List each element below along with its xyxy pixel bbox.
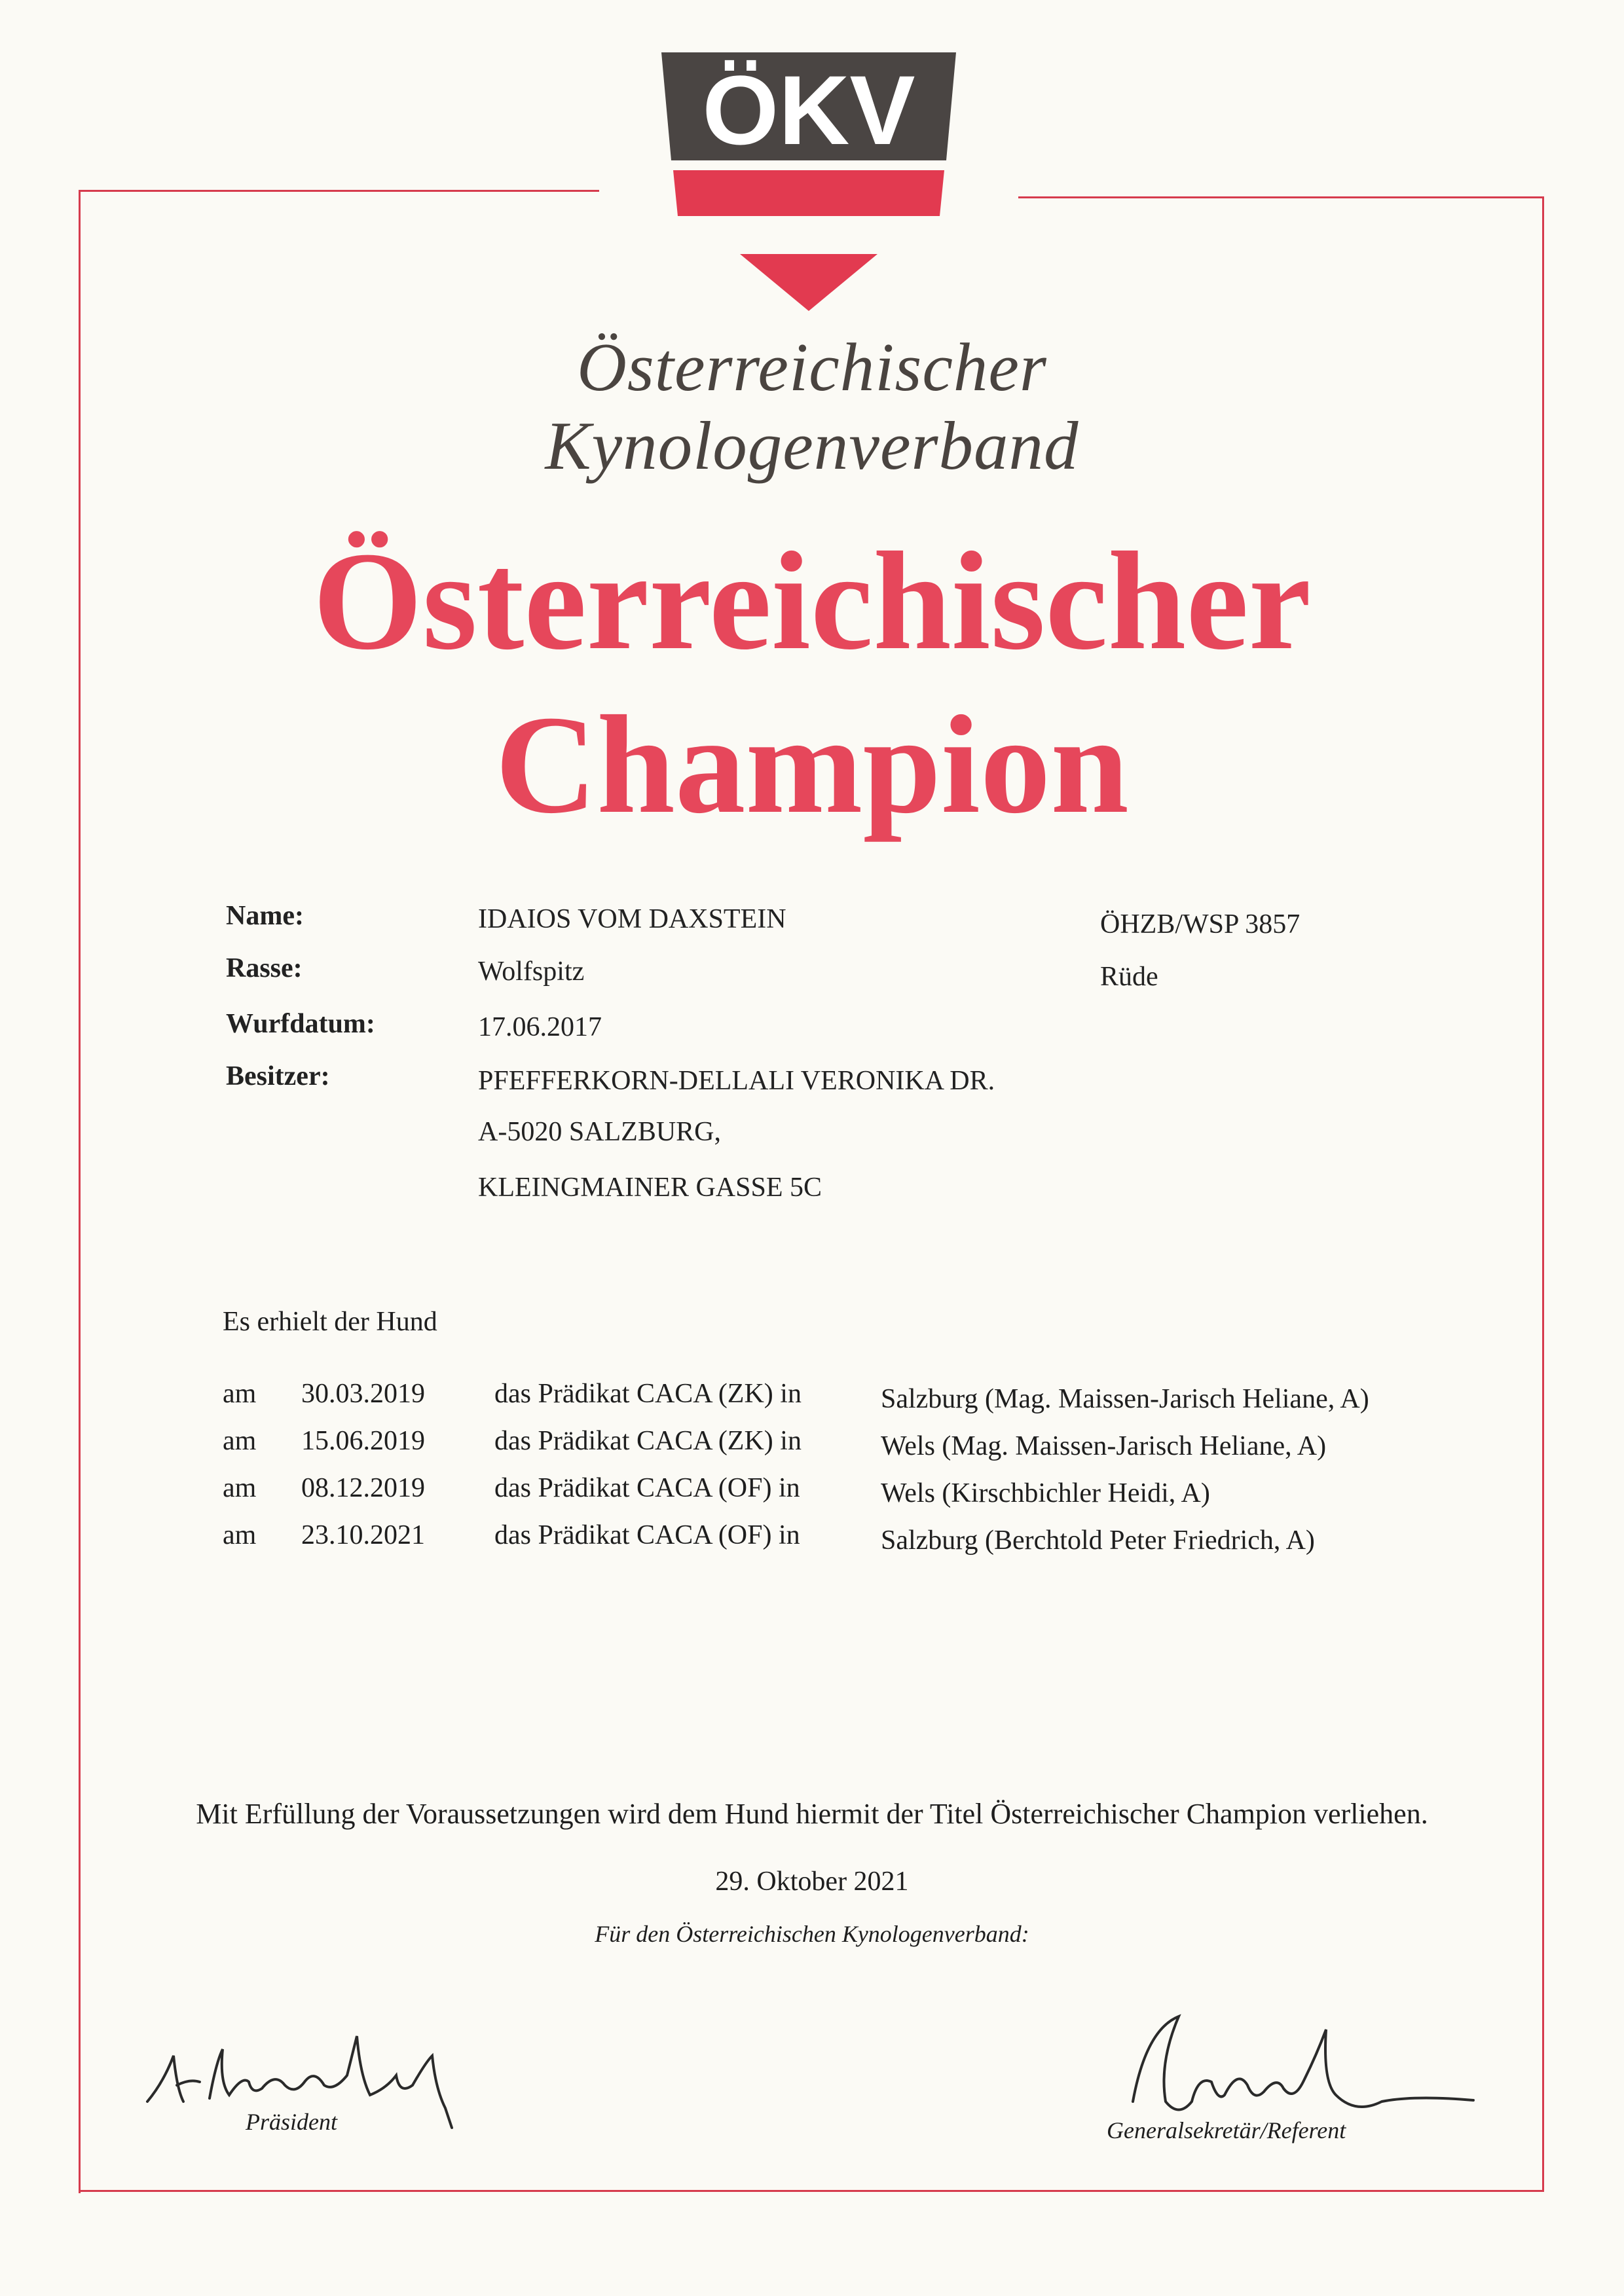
award-row <box>223 1378 1467 1417</box>
registration-number: ÖHZB/WSP 3857 <box>1100 909 1301 939</box>
on-behalf-line: Für den Österreichischen Kynologenverband: <box>595 1921 1029 1947</box>
name-value: IDAIOS VOM DAXSTEIN <box>478 904 786 934</box>
logo-text: ÖKV <box>702 55 915 165</box>
owner-label: Besitzer: <box>226 1061 330 1091</box>
award-row <box>223 1520 1467 1559</box>
award-predicate: das Prädikat CACA (ZK) in <box>494 1426 802 1456</box>
sex-value: Rüde <box>1100 962 1158 992</box>
award-row <box>223 1425 1467 1465</box>
birth-date-value: 17.06.2017 <box>478 1012 602 1042</box>
frame-top-left <box>79 190 599 192</box>
award-date: 30.03.2019 <box>301 1379 425 1409</box>
breed-value: Wolfspitz <box>478 957 585 987</box>
issue-date: 29. Oktober 2021 <box>715 1867 909 1897</box>
award-am: am <box>223 1426 257 1456</box>
certificate-title-line2: Champion <box>495 686 1129 843</box>
general-secretary-label: Generalsekretär/Referent <box>1107 2117 1346 2143</box>
award-date: 08.12.2019 <box>301 1473 425 1503</box>
title-statement: Mit Erfüllung der Voraussetzungen wird dem Hund hiermit der Titel Österreichischer Champion verliehen. <box>196 1798 1428 1830</box>
breed-label: Rasse: <box>226 953 303 983</box>
okv-logo <box>648 46 969 321</box>
frame-bottom <box>79 2190 1544 2192</box>
award-place: Wels (Kirschbichler Heidi, A) <box>881 1478 1210 1508</box>
award-place: Salzburg (Mag. Maissen-Jarisch Heliane, A) <box>881 1384 1369 1414</box>
award-date: 15.06.2019 <box>301 1426 425 1456</box>
owner-address-city: A-5020 SALZBURG, <box>478 1117 722 1147</box>
award-predicate: das Prädikat CACA (OF) in <box>494 1473 800 1503</box>
award-row <box>223 1472 1467 1512</box>
award-predicate: das Prädikat CACA (ZK) in <box>494 1379 802 1409</box>
award-date: 23.10.2021 <box>301 1520 425 1550</box>
organization-name-line1: Österreichischer <box>577 329 1047 405</box>
award-place: Salzburg (Berchtold Peter Friedrich, A) <box>881 1525 1315 1556</box>
award-am: am <box>223 1520 257 1550</box>
owner-address-street: KLEINGMAINER GASSE 5C <box>478 1173 822 1203</box>
frame-top-right <box>1018 196 1544 198</box>
award-predicate: das Prädikat CACA (OF) in <box>494 1520 800 1550</box>
president-label: Präsident <box>246 2109 337 2135</box>
awards-intro: Es erhielt der Hund <box>223 1307 437 1337</box>
owner-name: PFEFFERKORN-DELLALI VERONIKA DR. <box>478 1066 995 1096</box>
organization-name-line2: Kynologenverband <box>545 407 1079 484</box>
award-am: am <box>223 1379 257 1409</box>
award-place: Wels (Mag. Maissen-Jarisch Heliane, A) <box>881 1431 1327 1461</box>
certificate-title-line1: Österreichischer <box>312 522 1312 679</box>
birth-date-label: Wurfdatum: <box>226 1009 375 1039</box>
award-am: am <box>223 1473 257 1503</box>
name-label: Name: <box>226 901 304 931</box>
